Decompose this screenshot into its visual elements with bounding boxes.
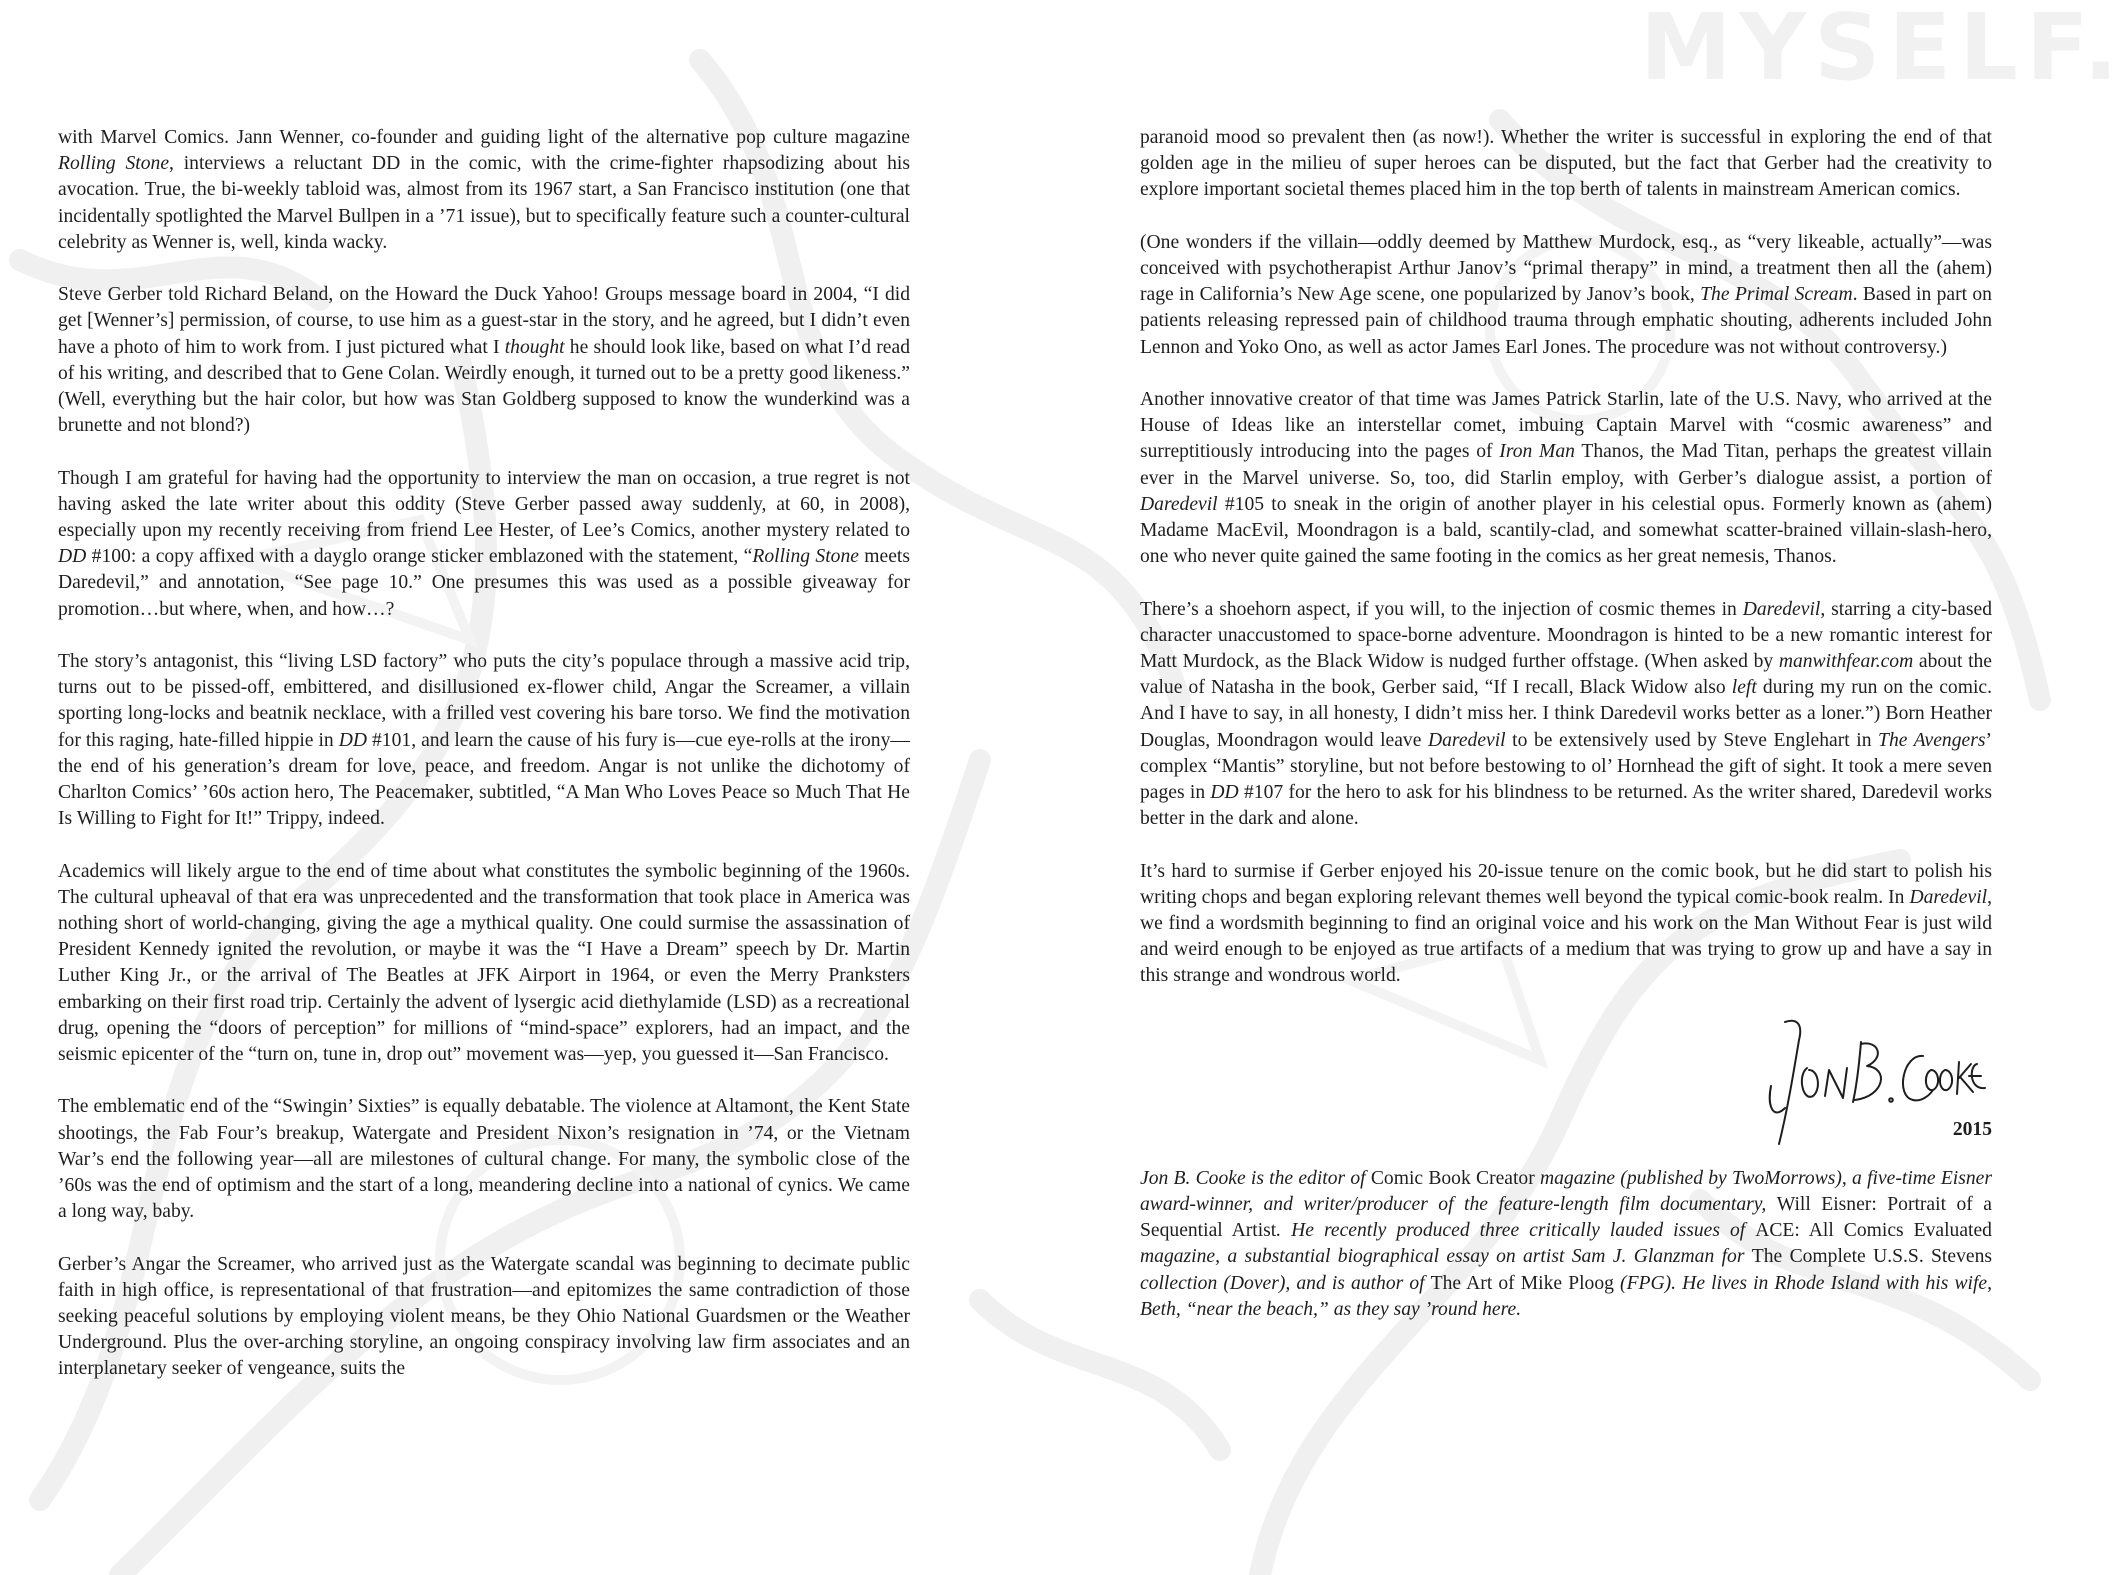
bio-text: Jon B. Cooke is the editor of (1140, 1167, 1371, 1189)
text-run: The emblematic end of the “Swingin’ Sixties” is equally debatable. The violence at Altamont, the Kent State shootings, the Fab Four’s breakup, Watergate and President Nixon’s resignation in ’74, or the Vietnam War’s end the following year—all are milestones of cultural change. For many, the symbolic close of the ’60s was the end of optimism and the start of a long, meandering decline into a national of cynics. We came a long way, baby. (58, 1096, 910, 1223)
italic-title: The Primal Scream (1700, 284, 1853, 306)
text-run: , we find a wordsmith beginning to find an original voice and his work on the Man Without Fear is just wild and weird enough to be enjoyed as true artifacts of a medium that was trying to grow up and have a say in this strange and wondrous world. (1140, 886, 1992, 987)
text-run: , interviews a reluctant DD in the comic, with the crime-fighter rhapsodizing about his avocation. True, the bi-weekly tabloid was, almost from its 1967 start, a San Francisco institution (one that incidentally spotlighted the Marvel Bullpen in a ’71 issue), but to specifically feature such a counter-cultural celebrity as Wenner is, well, kinda wacky. (58, 153, 910, 253)
italic-title: DD (338, 729, 368, 751)
text-run: to be extensively used by Steve Englehart in (1505, 729, 1879, 751)
paragraph (58, 125, 910, 256)
bio-title: The Complete U.S.S. Stevens (1751, 1246, 1992, 1268)
text-run: he should look like, based on what I’d read of his writing, and described that to Gene Colan. Weirdly enough, it turned out to be a pretty good likeness.” (Well, everything but the hair color, but how was Stan Goldberg supposed to know the wunderkind was a brunette and not blond?) (58, 336, 910, 437)
italic-title: Daredevil (1909, 886, 1988, 908)
right-text-column (1140, 125, 1992, 1349)
text-run: . Based in part on patients releasing repressed pain of childhood trauma through emphatic shouting, adherents included John Lennon and Yoko Ono, as well as actor James Earl Jones. The procedure was not without controversy.) (1140, 284, 1992, 358)
bio-title: ACE: All Comics Evaluated (1755, 1220, 1992, 1242)
text-run: paranoid mood so prevalent then (as now!). Whether the writer is successful in exploring the end of that golden age in the milieu of super heroes can be disputed, but the fact that Gerber had the creativity to explore important societal themes placed him in the top berth of talents in mainstream American comics. (1140, 127, 1992, 201)
text-run: Thanos, the Mad Titan, perhaps the greatest villain ever in the Marvel universe. So, too, did Starlin employ, with Gerber’s dialogue assist, a portion of (1140, 441, 1992, 489)
signature-block (1140, 1016, 1992, 1166)
signature-year: 2015 (1952, 1118, 1992, 1140)
italic-title: Daredevil (1140, 493, 1218, 515)
text-run: , starring a city-based character unaccustomed to space-borne adventure. Moondragon is hinted to be a new romantic interest for Matt Murdock, as the Black Widow is nudged further offstage. (When asked by (1140, 598, 1992, 673)
text-run: meets Daredevil,” and annotation, “See page 10.” One presumes this was used as a possible giveaway for promotion…but where, when, and how…? (58, 546, 910, 620)
italic-title: Rolling Stone (58, 153, 170, 175)
italic-title: DD (1210, 782, 1239, 804)
italic-title: Daredevil (1742, 598, 1821, 620)
italic-title: Iron Man (1499, 441, 1575, 463)
background-watermark-text: MYSELF. (1640, 0, 2126, 101)
paragraph (1140, 859, 1992, 990)
text-run: during my run on the comic. And I have to say, in all honesty, I didn’t miss her. I think Daredevil works better as a loner.”) Born Heather Douglas, Moondragon would leave (1140, 677, 1992, 751)
bio-text: magazine, a substantial biographical essay on artist Sam J. Glanzman for (1140, 1246, 1752, 1268)
text-run: The story’s antagonist, this “living LSD factory” who puts the city’s populace through a massive acid trip, turns out to be pissed-off, embittered, and disillusioned ex-flower child, Angar the Screamer, a villain sporting long-locks and beatnik necklace, with a frilled vest covering his bare torso. We find the motivation for this raging, hate-filled hippie in (58, 651, 910, 751)
italic-title: Rolling Stone (752, 546, 859, 568)
paragraph (1140, 230, 1992, 361)
bio-text: collection (Dover), and is author of (1140, 1272, 1431, 1294)
paragraph (58, 1252, 910, 1383)
bio-text: (FPG). He lives in Rhode Island with his wife, Beth, “near the beach,” as they say ’round here. (1140, 1272, 1992, 1320)
paragraph (58, 282, 910, 439)
paragraph (58, 859, 910, 1069)
italic-title: left (1731, 677, 1757, 699)
text-run: (One wonders if the villain—oddly deemed by Matthew Murdock, esq., as “very likeable, actually”—was conceived with psychotherapist Arthur Janov’s “primal therapy” in mind, a treatment then all the (ahem) rage in California’s New Age scene, one popularized by Janov’s book, (1140, 231, 1992, 306)
paragraph (1140, 597, 1992, 833)
paragraph (58, 466, 910, 623)
left-text-column (58, 125, 910, 1409)
text-run: Gerber’s Angar the Screamer, who arrived just as the Watergate scandal was beginning to decimate public faith in high office, is representational of that frustration—and epitomizes the same contradiction of those seeking peaceful solutions by employing violent means, be they Ohio National Guardsmen or the Weather Underground. Plus the over-arching storyline, an ongoing conspiracy involving law firm associates and an interplanetary seeker of vengeance, suits the (58, 1253, 910, 1380)
text-run: There’s a shoehorn aspect, if you will, to the injection of cosmic themes in (1140, 598, 1743, 620)
bio-title: The Art of Mike Ploog (1430, 1272, 1614, 1294)
bio-text: . He recently produced three critically lauded issues of (1276, 1220, 1756, 1242)
bio-title: Will Eisner: Portrait of a Sequential Artist (1140, 1194, 1992, 1242)
italic-title: manwithfear.com (1778, 651, 1914, 673)
italic-title: The Avengers (1878, 729, 1986, 751)
text-run: #101, and learn the cause of his fury is—cue eye-rolls at the irony—the end of his generation’s dream for love, peace, and freedom. Angar is not unlike the dichotomy of Charlton Comics’ ’60s action hero, The Peacemaker, subtitled, “A Man Who Loves Peace so Much That He Is Willing to Fight for It!” Trippy, indeed. (58, 729, 910, 830)
paragraph (58, 649, 910, 832)
text-run: about the value of Natasha in the book, Gerber said, “If I recall, Black Widow also (1140, 651, 1993, 699)
text-run: Academics will likely argue to the end of time about what constitutes the symbolic beginning of the 1960s. The cultural upheaval of that era was unprecedented and the transformation that took place in America was nothing short of world-changing, giving the age a mythical quality. One could surmise the assassination of President Kennedy ignited the revolution, or maybe it was the “I Have a Dream” speech by Dr. Martin Luther King Jr., or the arrival of The Beatles at JFK Airport in 1964, or even the Merry Pranksters embarking on their first road trip. Certainly the advent of lysergic acid diethylamide (LSD) as a recreational drug, opening the “doors of perception” for millions of “mind-space” explorers, had an impact, and the seismic epicenter of the “turn on, tune in, drop out” movement was—yep, you guessed it—San Francisco. (58, 860, 910, 1066)
text-run: Another innovative creator of that time was James Patrick Starlin, late of the U.S. Navy, who arrived at the House of Ideas like an interstellar comet, imbuing Captain Marvel with “cosmic awareness” and surreptitiously introducing into the pages of (1140, 389, 1992, 463)
author-bio (1140, 1166, 1992, 1323)
text-run: with Marvel Comics. Jann Wenner, co-founder and guiding light of the alternative pop culture magazine (58, 127, 910, 148)
italic-title: DD (58, 546, 87, 568)
paragraph (1140, 125, 1992, 204)
italic-title: Daredevil (1427, 729, 1506, 751)
bio-title: Comic Book Creator (1370, 1167, 1535, 1189)
bio-text: magazine (published by TwoMorrows), a five-time Eisner award-winner, and writer/producer of the feature-length film documentary, (1140, 1167, 1992, 1216)
text-run: #107 for the hero to ask for his blindness to be returned. As the writer shared, Daredevil works better in the dark and alone. (1140, 782, 1992, 830)
text-run: ’ complex “Mantis” storyline, but not before bestowing to ol’ Hornhead the gift of sight. It took a mere seven pages in (1140, 729, 1992, 804)
italic-title: thought (504, 336, 565, 358)
text-run: #105 to sneak in the origin of another player in his celestial opus. Formerly known as (ahem) Madame MacEvil, Moondragon is a bald, scantily-clad, and somewhat scatter-brained villain-slash-hero, one who never quite gained the same footing in the comics as her great nemesis, Thanos. (1140, 493, 1992, 568)
text-run: Steve Gerber told Richard Beland, on the Howard the Duck Yahoo! Groups message board in 2004, “I did get [Wenner’s] permission, of course, to use him as a guest-star in the story, and he agreed, but I didn’t even have a photo of him to work from. I just pictured what I (58, 284, 910, 358)
text-run: It’s hard to surmise if Gerber enjoyed his 20-issue tenure on the comic book, but he did start to polish his writing chops and began exploring relevant themes well beyond the typical comic-book realm. In (1140, 860, 1992, 908)
paragraph (1140, 387, 1992, 570)
text-run: #100: a copy affixed with a dayglo orange sticker emblazoned with the statement, “ (86, 546, 753, 568)
text-run: Though I am grateful for having had the opportunity to interview the man on occasion, a true regret is not having asked the late writer about this oddity (Steve Gerber passed away suddenly, at 60, in 2008), especially upon my recently receiving from friend Lee Hester, of Lee’s Comics, another mystery related to (58, 467, 910, 542)
paragraph (58, 1094, 910, 1225)
